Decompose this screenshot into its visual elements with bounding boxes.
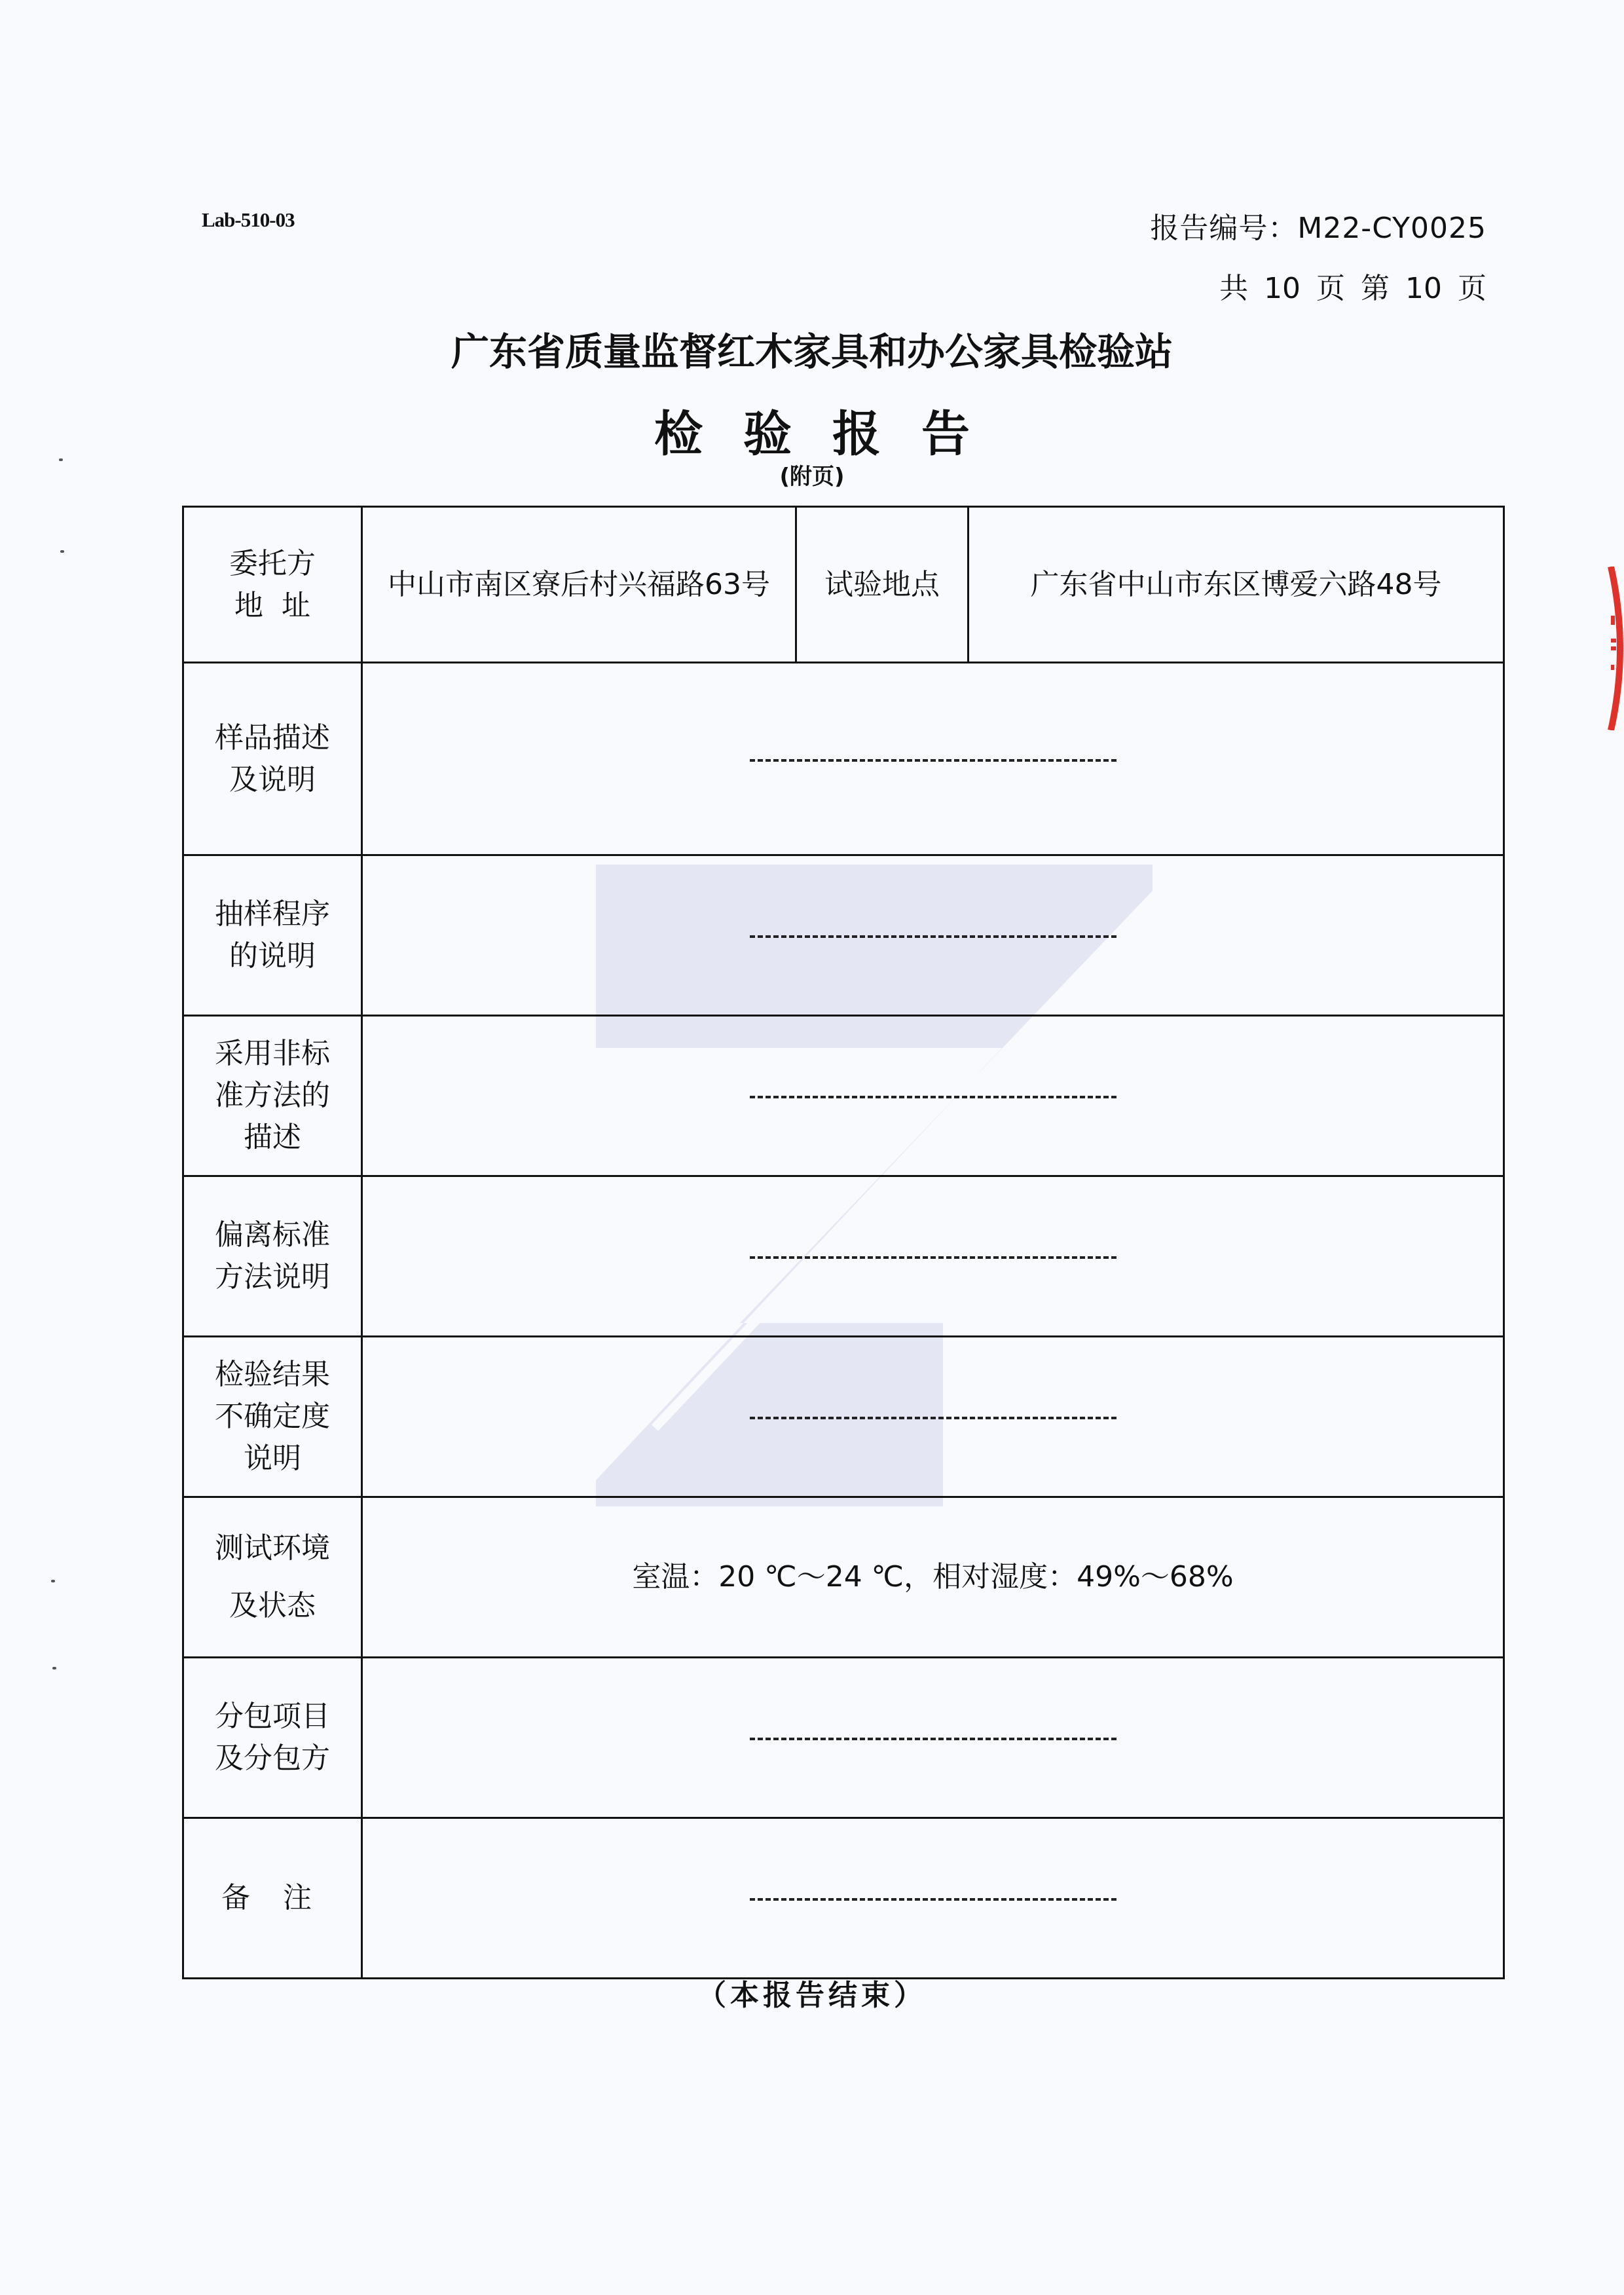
- scan-speck: [60, 550, 64, 553]
- report-number-value: M22-CY0025: [1297, 212, 1486, 245]
- test-location-value: 广东省中山市东区博爱六路48号: [969, 507, 1504, 663]
- table-row: [183, 663, 1504, 855]
- label-line: 偏离标准: [215, 1218, 330, 1252]
- row-label: [183, 1016, 362, 1176]
- row-label: [183, 1176, 362, 1337]
- table-row: [183, 1016, 1504, 1176]
- table-row: [183, 1658, 1504, 1818]
- row-label: [183, 1818, 362, 1979]
- label-line: 说明: [244, 1441, 301, 1475]
- document-subtitle: (附页): [779, 464, 845, 490]
- row-label: [183, 663, 362, 855]
- empty-dash: [750, 1417, 1116, 1419]
- client-address-label: [183, 507, 362, 663]
- empty-dash: [750, 935, 1116, 938]
- report-table: [182, 506, 1505, 1979]
- row-value: [362, 1016, 1504, 1176]
- empty-dash: [750, 1256, 1116, 1259]
- row-label: [183, 1497, 362, 1658]
- row-label: [183, 1658, 362, 1818]
- report-number: [1150, 204, 1486, 246]
- label-line: 准方法的: [215, 1079, 330, 1113]
- row-value: [362, 1658, 1504, 1818]
- test-location-label: 试验地点: [796, 507, 969, 663]
- label-line: 采用非标: [215, 1037, 330, 1071]
- row-value: [362, 1337, 1504, 1497]
- page-info: 共 10 页 第 10 页: [1219, 272, 1486, 305]
- label-line: 委托方: [229, 546, 316, 580]
- end-of-report-note: （本报告结束）: [697, 1979, 927, 2012]
- label-line: 地 址: [234, 588, 310, 622]
- empty-dash: [750, 759, 1116, 762]
- label-line: 的说明: [229, 939, 316, 973]
- label-line: 测试环境: [215, 1531, 330, 1565]
- red-seal-stamp-icon: [1598, 567, 1624, 730]
- label-line: 检验结果: [215, 1358, 330, 1392]
- label-line: 方法说明: [215, 1260, 330, 1294]
- label-line: 及状态: [229, 1589, 316, 1622]
- empty-dash: [750, 1898, 1116, 1901]
- organization-title: 广东省质量监督红木家具和办公家具检验站: [451, 329, 1173, 374]
- row-value: [362, 1176, 1504, 1337]
- empty-dash: [750, 1738, 1116, 1740]
- label-line: 及说明: [229, 762, 316, 796]
- table-row: [183, 1818, 1504, 1979]
- label-line: 描述: [244, 1120, 301, 1154]
- form-code: Lab-510-03: [202, 208, 295, 231]
- row-value: [362, 663, 1504, 855]
- table-row: [183, 1176, 1504, 1337]
- label-line: 分包项目: [215, 1700, 330, 1734]
- label-line: 样品描述: [215, 720, 330, 755]
- document-title: 检验报告: [654, 406, 1010, 462]
- client-address-value: 中山市南区寮后村兴福路63号: [362, 507, 796, 663]
- table-row: [183, 855, 1504, 1016]
- test-environment-value: 室温：20 ℃～24 ℃，相对湿度：49%～68%: [362, 1497, 1504, 1658]
- address-row: [183, 507, 1504, 663]
- table-row: [183, 1337, 1504, 1497]
- row-value: [362, 855, 1504, 1016]
- label-line: 备 注: [221, 1881, 323, 1915]
- label-line: 及分包方: [215, 1742, 330, 1775]
- empty-dash: [750, 1096, 1116, 1098]
- label-line: 抽样程序: [215, 897, 330, 931]
- scan-speck: [52, 1667, 56, 1670]
- scan-speck: [51, 1580, 55, 1582]
- scan-speck: [59, 458, 63, 461]
- row-label: [183, 855, 362, 1016]
- row-value: [362, 1818, 1504, 1979]
- row-label: [183, 1337, 362, 1497]
- report-number-label: 报告编号：: [1150, 212, 1298, 245]
- label-line: 不确定度: [215, 1400, 330, 1434]
- table-row: [183, 1497, 1504, 1658]
